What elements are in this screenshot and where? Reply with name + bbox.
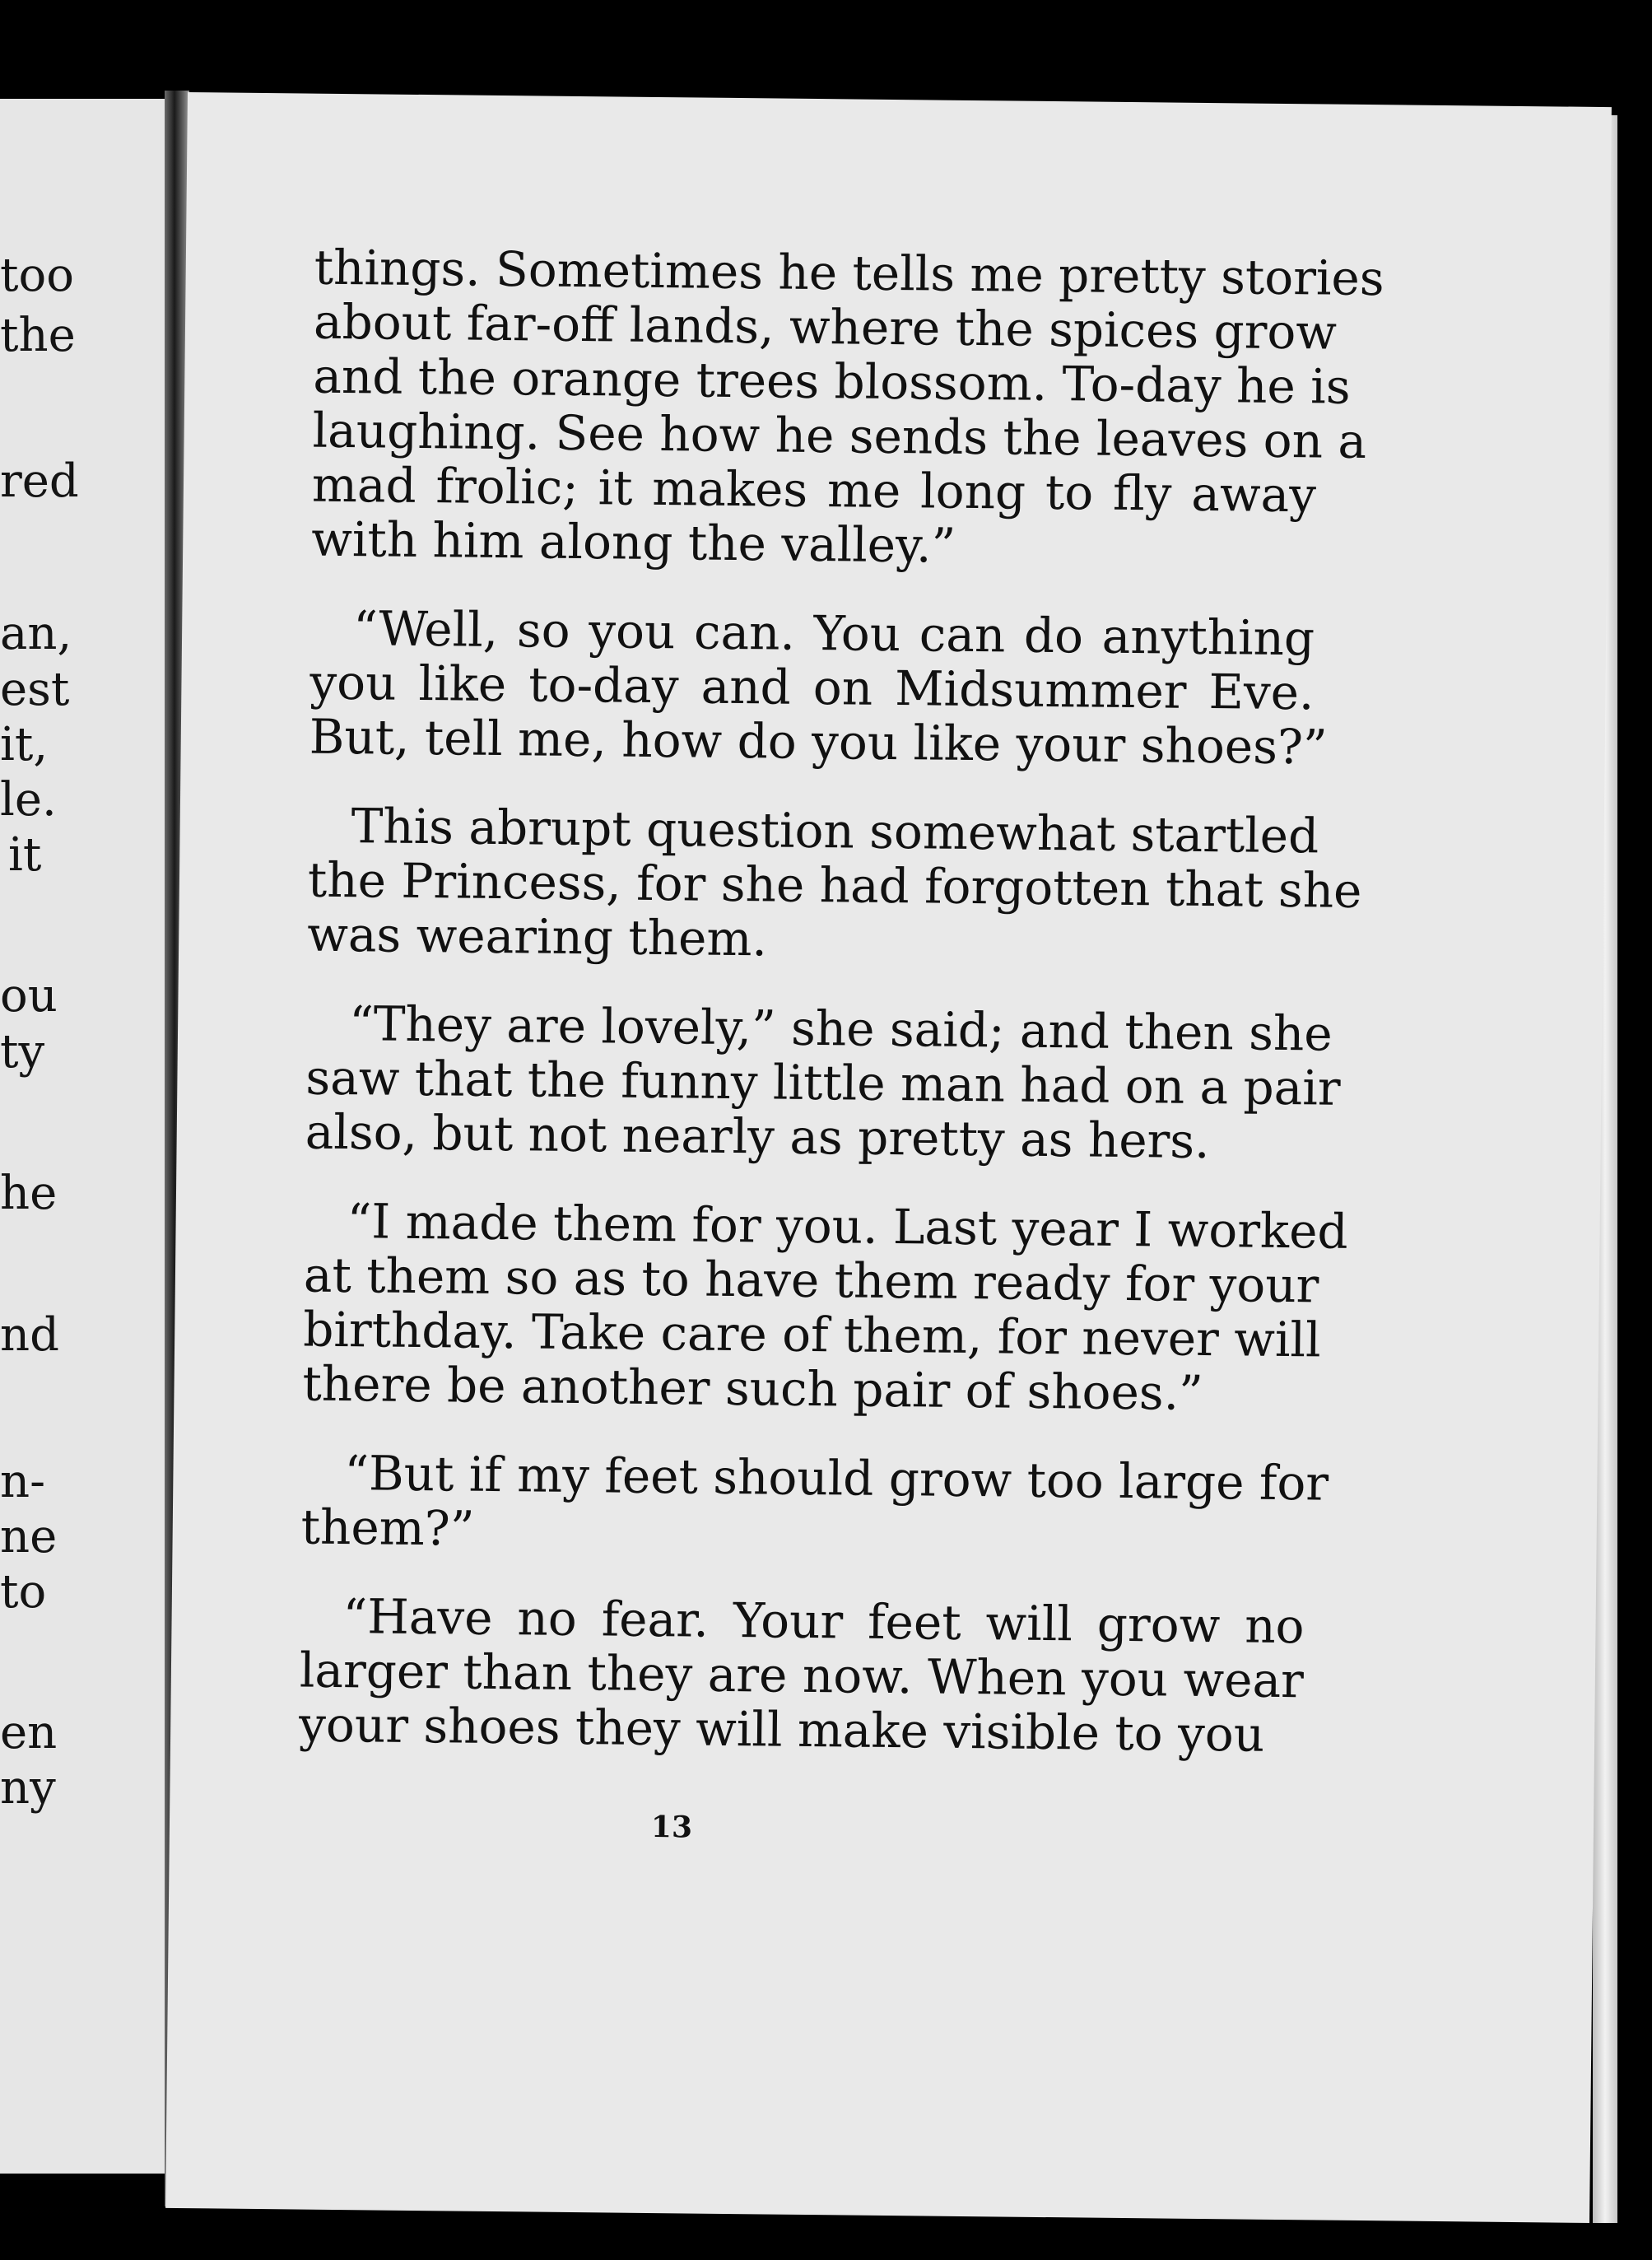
- text-line: “I made them for you. Last year I worked: [347, 1193, 1348, 1260]
- text-line: “Have no fear. Your feet will grow no: [342, 1588, 1305, 1655]
- paragraph: [300, 1445, 1329, 1565]
- left-page-fragment: it: [8, 828, 42, 882]
- text-line: your shoes they will make visible to you: [298, 1696, 1265, 1763]
- text-line: larger than they are now. When you wear: [299, 1642, 1305, 1709]
- left-page-fragment: to: [0, 1565, 47, 1619]
- text-line: birthday. Take care of them, for never will: [302, 1301, 1321, 1368]
- text-line: mad frolic; it makes me long to fly away: [311, 456, 1317, 524]
- text-line: “Well, so you can. You can do anything: [352, 600, 1315, 667]
- left-page-fragment: ty: [0, 1025, 45, 1079]
- left-facing-page: [0, 99, 169, 2174]
- paragraph: [302, 1193, 1348, 1422]
- paragraph: [299, 1589, 1305, 1763]
- left-page-fragment: nd: [0, 1308, 59, 1362]
- text-line: with him along the valley.”: [310, 510, 956, 574]
- left-page-fragment: red: [0, 454, 79, 508]
- text-line: also, but not nearly as pretty as hers.: [305, 1103, 1210, 1170]
- page-text: [298, 239, 1384, 1797]
- text-line: was wearing them.: [306, 906, 768, 967]
- paragraph: [306, 798, 1362, 972]
- text-line: “They are lovely,” she said; and then she: [348, 995, 1333, 1062]
- text-line: the Princess, for she had forgotten that she: [307, 851, 1362, 919]
- left-page-fragment: an,: [0, 607, 72, 660]
- paragraph: [309, 600, 1329, 776]
- left-page-fragment: ny: [0, 1761, 56, 1815]
- text-line: laughing. See how he sends the leaves on a: [312, 402, 1367, 470]
- text-line: saw that the funny little man had on a pair: [305, 1049, 1341, 1116]
- paragraph: [305, 995, 1341, 1170]
- text-line: you like to-day and on Midsummer Eve.: [309, 654, 1315, 721]
- text-line: about far-off lands, where the spices grow: [313, 293, 1338, 361]
- text-line: there be another such pair of shoes.”: [302, 1355, 1204, 1422]
- left-page-fragment: the: [0, 309, 76, 362]
- text-line: and the orange trees blossom. To-day he is: [313, 347, 1351, 415]
- left-page-fragment: n-: [0, 1455, 45, 1508]
- text-line: This abrupt question somewhat startled: [351, 798, 1319, 864]
- left-page-fragment: too: [0, 249, 74, 302]
- page-number: 13: [650, 1810, 693, 1845]
- book-page: [165, 92, 1612, 2223]
- text-line: But, tell me, how do you like your shoes?”: [309, 708, 1329, 776]
- text-line: at them so as to have them ready for your: [303, 1246, 1319, 1314]
- left-page-fragment: it,: [0, 718, 49, 771]
- text-line: them?”: [300, 1498, 475, 1557]
- left-page-fragment: ou: [0, 969, 58, 1023]
- left-page-fragment: he: [0, 1167, 58, 1220]
- left-page-fragment: est: [0, 663, 70, 716]
- text-line: things. Sometimes he tells me pretty stories: [314, 239, 1384, 307]
- left-page-fragment: ne: [0, 1510, 58, 1563]
- text-line: “But if my feet should grow too large for: [344, 1445, 1329, 1512]
- paragraph: [310, 239, 1384, 577]
- left-page-fragment: le.: [0, 773, 57, 827]
- left-page-fragment: en: [0, 1706, 58, 1759]
